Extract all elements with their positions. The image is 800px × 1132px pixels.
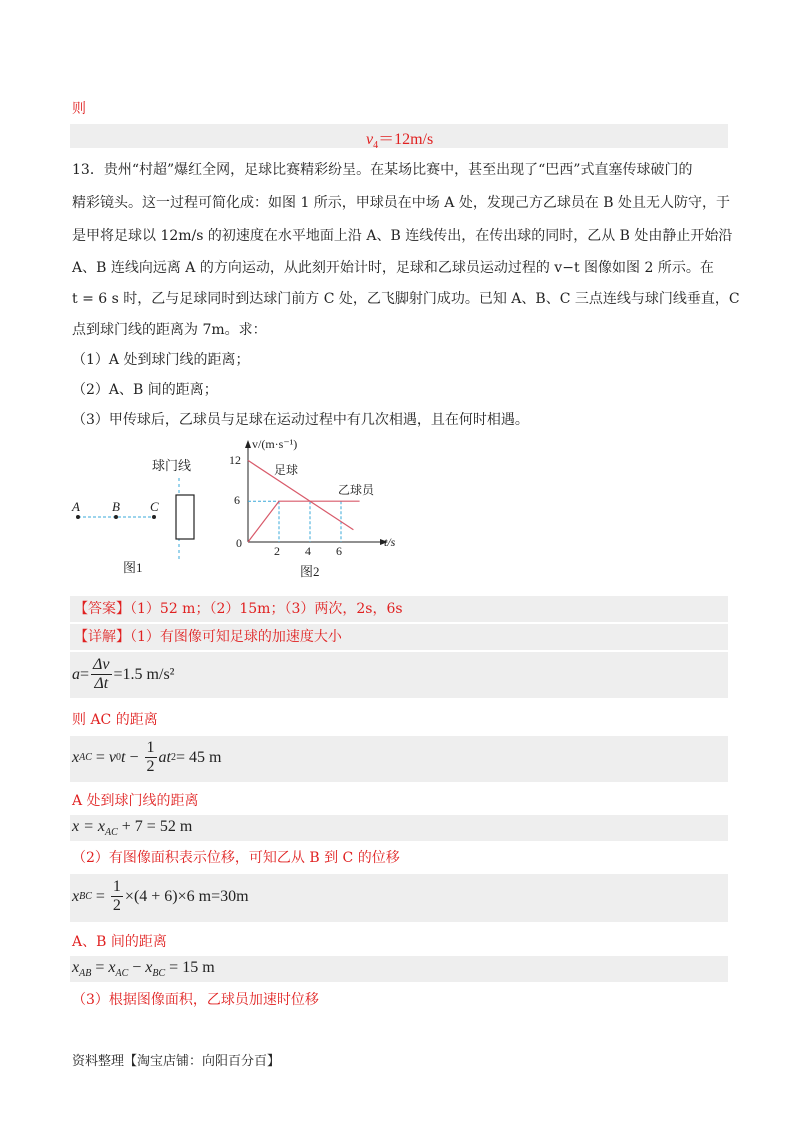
point-a-dot (76, 515, 80, 519)
question-text-1: 贵州“村超”爆红全网，足球比赛精彩纷呈。在某场比赛中，甚至出现了“巴西”式直塞传球破门的 (103, 162, 693, 178)
accel-formula: a = $\frac{\Delta v}{\Delta t}$ =1.5 m/s² (72, 656, 175, 692)
question-line-4: A、B 连线向远离 A 的方向运动，从此刻开始计时，足球和乙球员运动过程的 v−t 图像如图 2 所示。在 (72, 260, 714, 276)
x-formula-bar (70, 815, 728, 841)
answer-text: （1）52 m；（2）15m；（3）两次，2s，6s (130, 601, 403, 617)
question-line-2: 精彩镜头。这一过程可简化成：如图 1 所示，甲球员在中场 A 处，发现己方乙球员在 B 处且无人防守，于 (72, 195, 731, 211)
point-b-label: B (112, 499, 120, 514)
x-formula-tail: + 7 = 52 m (117, 818, 193, 835)
v4-formula-bar (70, 124, 728, 152)
y-axis-label: v/(m·s⁻¹) (252, 437, 298, 451)
xbc-result: ×(4 + 6)×6 m=30m (124, 887, 249, 905)
part2-detail-text: （2）有图像面积表示位移，可知乙从 B 到 C 的位移 (72, 850, 400, 866)
xbc-formula-bar (70, 874, 728, 922)
point-b-dot (114, 515, 118, 519)
xab-formula: $x_{AB} = x_{AC} - x_{BC} = 15$ m (72, 959, 215, 980)
goal-line-label: 球门线 (152, 458, 192, 473)
detail-bar (70, 624, 728, 650)
accel-result: =1.5 m/s² (113, 665, 175, 683)
a-goal-distance-label: A 处到球门线的距离 (72, 793, 199, 809)
player-velocity-line (248, 501, 360, 542)
detail-line (74, 627, 342, 647)
answer-bar (70, 596, 728, 622)
ball-series-label: 足球 (274, 463, 299, 477)
ab-distance-label: A、B 间的距离 (72, 934, 167, 950)
xab-formula-bar (70, 956, 728, 982)
x-tick-6: 6 (336, 544, 342, 558)
v4-value: ＝12m/s (378, 131, 434, 148)
answer-line (74, 599, 403, 619)
xac-result: = 45 m (175, 748, 222, 766)
detail-tag: 【详解】 (74, 629, 130, 645)
point-a-label: A (72, 499, 80, 514)
goal-box (176, 495, 194, 539)
question-part-3: （3）甲传球后，乙球员与足球在运动过程中有几次相遇，且在何时相遇。 (72, 412, 529, 428)
x-tick-2: 2 (274, 544, 280, 558)
question-part-1: （1）A 处到球门线的距离； (72, 352, 250, 368)
footer-text: 资料整理【淘宝店铺：向阳百分百】 (72, 1054, 281, 1069)
figure-1 (68, 448, 218, 578)
question-line-1 (72, 160, 692, 180)
ac-distance-label: 则 AC 的距离 (72, 712, 158, 728)
x-formula: $x = x_{AC} + 7 = 52$ m (72, 818, 193, 839)
prev-then-label: 则 (72, 101, 86, 117)
y-axis-arrow (245, 440, 251, 448)
v4-symbol: v (366, 131, 374, 148)
question-number: 13． (72, 162, 104, 178)
answer-tag: 【答案】 (74, 601, 130, 617)
xac-formula: x AC = v 0 t − $\frac{1}{2}$ at 2 = 45 m (72, 739, 222, 775)
xab-result: = 15 m (165, 959, 215, 976)
xbc-formula: x BC = $\frac{1}{2}$ ×(4 + 6)×6 m=30m (72, 878, 249, 914)
y-tick-0: 0 (236, 536, 242, 550)
x-axis-label: t/s (384, 535, 396, 549)
question-line-5: t = 6 s 时，乙与足球同时到达球门前方 C 处，乙飞脚射门成功。已知 A、B、C 三点连线与球门线垂直，C (72, 291, 740, 307)
figure-2-vt-chart (222, 434, 412, 582)
x-formula-head: x = x (72, 818, 105, 835)
part3-detail-text: （3）根据图像面积，乙球员加速时位移 (72, 992, 319, 1008)
question-line-3: 是甲将足球以 12m/s 的初速度在水平地面上沿 A、B 连线传出，在传出球的同时，乙从 B 处由静止开始沿 (72, 228, 733, 244)
v4-subscript: 4 (373, 140, 379, 152)
y-tick-12: 12 (229, 453, 241, 467)
v4-formula (366, 126, 433, 151)
question-line-6: 点到球门线的距离为 7m。求： (72, 322, 267, 338)
figure-1-caption: 图1 (123, 560, 143, 575)
player-series-label: 乙球员 (338, 483, 375, 497)
point-c-dot (152, 515, 156, 519)
question-part-2: （2）A、B 间的距离； (72, 382, 218, 398)
accel-formula-bar (70, 652, 728, 698)
y-tick-6: 6 (234, 493, 240, 507)
detail-text: （1）有图像可知足球的加速度大小 (130, 629, 342, 645)
point-c-label: C (150, 499, 159, 514)
x-tick-4: 4 (305, 544, 311, 558)
xac-formula-bar (70, 736, 728, 782)
figure-2-caption: 图2 (300, 564, 320, 579)
